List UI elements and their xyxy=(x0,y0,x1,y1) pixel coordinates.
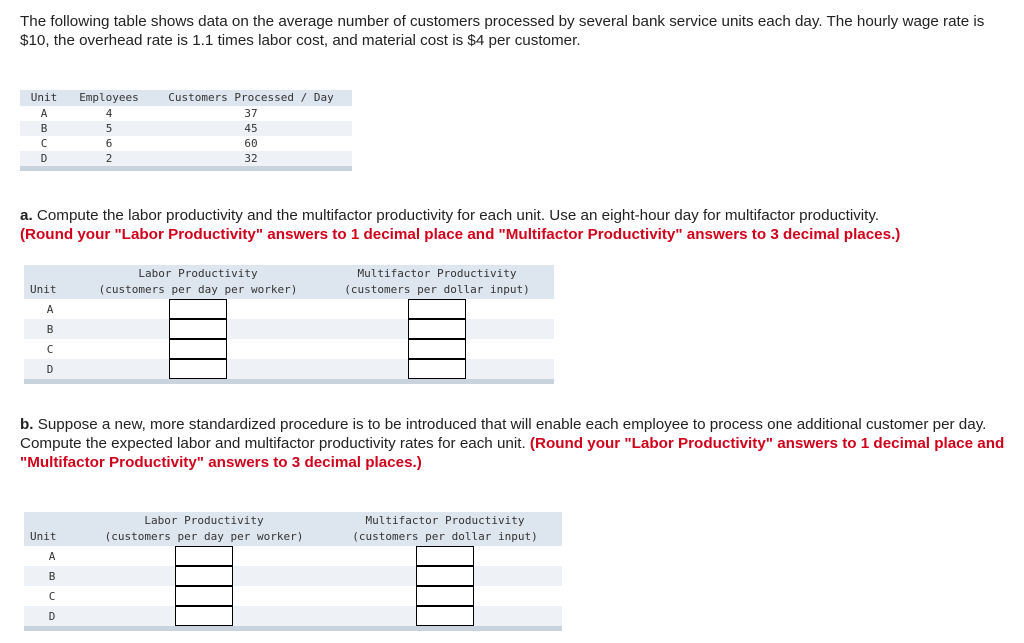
customers-cell: 60 xyxy=(244,137,258,150)
labor-productivity-unit: (customers per day per worker) xyxy=(98,283,298,296)
unit-cell: A xyxy=(48,549,56,563)
unit-cell: C xyxy=(46,342,54,356)
table-row xyxy=(20,151,352,166)
customers-cell: 37 xyxy=(244,107,258,120)
customers-column-header: Customers Processed / Day xyxy=(150,90,352,106)
multi-answer-cell xyxy=(320,299,554,319)
labor-productivity-input[interactable] xyxy=(169,299,227,319)
part-a-instruction: (Round your "Labor Productivity" answers to 1 decimal place and "Multifactor Productivity" answers to 3 decimal places.) xyxy=(20,226,901,243)
labor-productivity-title: Labor Productivity xyxy=(144,514,264,527)
unit-cell: C xyxy=(48,589,56,603)
multifactor-productivity-input[interactable] xyxy=(416,586,474,606)
labor-answer-cell xyxy=(76,299,320,319)
table-row xyxy=(24,319,554,339)
unit-cell: D xyxy=(20,151,68,166)
multi-answer-cell xyxy=(328,586,562,606)
employees-column-header: Employees xyxy=(68,90,150,106)
customers-cell: 45 xyxy=(150,121,352,136)
table-row xyxy=(20,136,352,151)
labor-productivity-input[interactable] xyxy=(169,359,227,379)
part-a-header-row xyxy=(24,265,554,299)
unit-cell: A xyxy=(40,107,48,120)
multifactor-productivity-unit: (customers per dollar input) xyxy=(344,283,530,296)
employees-cell: 2 xyxy=(68,151,150,166)
labor-answer-cell xyxy=(76,359,320,379)
multifactor-productivity-input[interactable] xyxy=(408,359,466,379)
part-b-header-row xyxy=(24,512,562,546)
labor-productivity-title: Labor Productivity xyxy=(138,267,258,280)
labor-productivity-input[interactable] xyxy=(175,606,233,626)
multifactor-productivity-header xyxy=(328,512,562,546)
labor-answer-cell xyxy=(80,546,328,566)
labor-answer-cell xyxy=(80,606,328,626)
unit-cell: D xyxy=(24,359,76,379)
unit-column-header: Unit xyxy=(24,512,80,546)
table-row xyxy=(24,606,562,626)
multifactor-productivity-unit: (customers per dollar input) xyxy=(352,530,538,543)
multifactor-productivity-header xyxy=(320,265,554,299)
table-row xyxy=(20,106,352,121)
data-table-header xyxy=(20,90,352,106)
unit-cell: B xyxy=(24,566,80,586)
multifactor-productivity-input[interactable] xyxy=(416,546,474,566)
labor-answer-cell xyxy=(76,319,320,339)
part-b-answer-table xyxy=(24,512,562,631)
part-a-text: Compute the labor productivity and the multifactor productivity for each unit. Use an eight-hour day for multifactor productivity. xyxy=(32,207,880,224)
table-row xyxy=(24,586,562,606)
part-a-question xyxy=(20,206,1010,244)
table-row xyxy=(24,546,562,566)
part-b-text: Suppose a new, more standardized procedure is to be introduced that will enable each employee to process one additional customer per day. Compute the expected labor and multifactor productivity rates for each unit. xyxy=(20,416,987,452)
labor-productivity-unit: (customers per day per worker) xyxy=(104,530,304,543)
part-b-question xyxy=(20,415,1010,472)
part-b-instruction: (Round your "Labor Productivity" answers to 1 decimal place and "Multifactor Productivity" answers to 3 decimal places.) xyxy=(20,435,1005,471)
employees-cell: 5 xyxy=(68,121,150,136)
labor-productivity-input[interactable] xyxy=(175,566,233,586)
multifactor-productivity-title: Multifactor Productivity xyxy=(357,267,517,280)
multifactor-productivity-input[interactable] xyxy=(408,299,466,319)
labor-productivity-header xyxy=(80,512,328,546)
labor-productivity-header xyxy=(76,265,320,299)
labor-productivity-input[interactable] xyxy=(175,546,233,566)
labor-productivity-input[interactable] xyxy=(169,319,227,339)
table-row xyxy=(24,299,554,319)
unit-cell: A xyxy=(46,302,54,316)
customers-cell: 32 xyxy=(150,151,352,166)
multi-answer-cell xyxy=(320,319,554,339)
data-table xyxy=(20,90,352,171)
table-row xyxy=(24,566,562,586)
multifactor-productivity-input[interactable] xyxy=(416,606,474,626)
unit-cell: B xyxy=(20,121,68,136)
unit-cell: C xyxy=(40,137,48,150)
employees-cell: 6 xyxy=(105,137,113,150)
multi-answer-cell xyxy=(328,606,562,626)
multi-answer-cell xyxy=(320,359,554,379)
labor-productivity-input[interactable] xyxy=(175,586,233,606)
multi-answer-cell xyxy=(320,339,554,359)
multifactor-productivity-input[interactable] xyxy=(408,319,466,339)
part-a-letter: a. xyxy=(20,207,33,224)
unit-column-header: Unit xyxy=(20,90,68,106)
multifactor-productivity-title: Multifactor Productivity xyxy=(365,514,525,527)
table-footer-bar xyxy=(20,166,352,171)
multifactor-productivity-input[interactable] xyxy=(408,339,466,359)
table-footer-bar xyxy=(24,626,562,631)
part-b-letter: b. xyxy=(20,416,34,433)
labor-answer-cell xyxy=(80,586,328,606)
table-row xyxy=(24,359,554,379)
multi-answer-cell xyxy=(328,546,562,566)
table-footer-bar xyxy=(24,379,554,384)
multi-answer-cell xyxy=(328,566,562,586)
labor-answer-cell xyxy=(80,566,328,586)
unit-column-header: Unit xyxy=(24,265,76,299)
multifactor-productivity-input[interactable] xyxy=(416,566,474,586)
labor-answer-cell xyxy=(76,339,320,359)
intro-text: The following table shows data on the average number of customers processed by several bank service units each day. The hourly wage rate is $10, the overhead rate is 1.1 times labor cost, and material cost is $4 per customer. xyxy=(20,13,985,49)
labor-productivity-input[interactable] xyxy=(169,339,227,359)
table-row xyxy=(24,339,554,359)
employees-cell: 4 xyxy=(105,107,113,120)
unit-cell: D xyxy=(24,606,80,626)
table-row xyxy=(20,121,352,136)
unit-cell: B xyxy=(24,319,76,339)
part-a-answer-table xyxy=(24,265,554,384)
